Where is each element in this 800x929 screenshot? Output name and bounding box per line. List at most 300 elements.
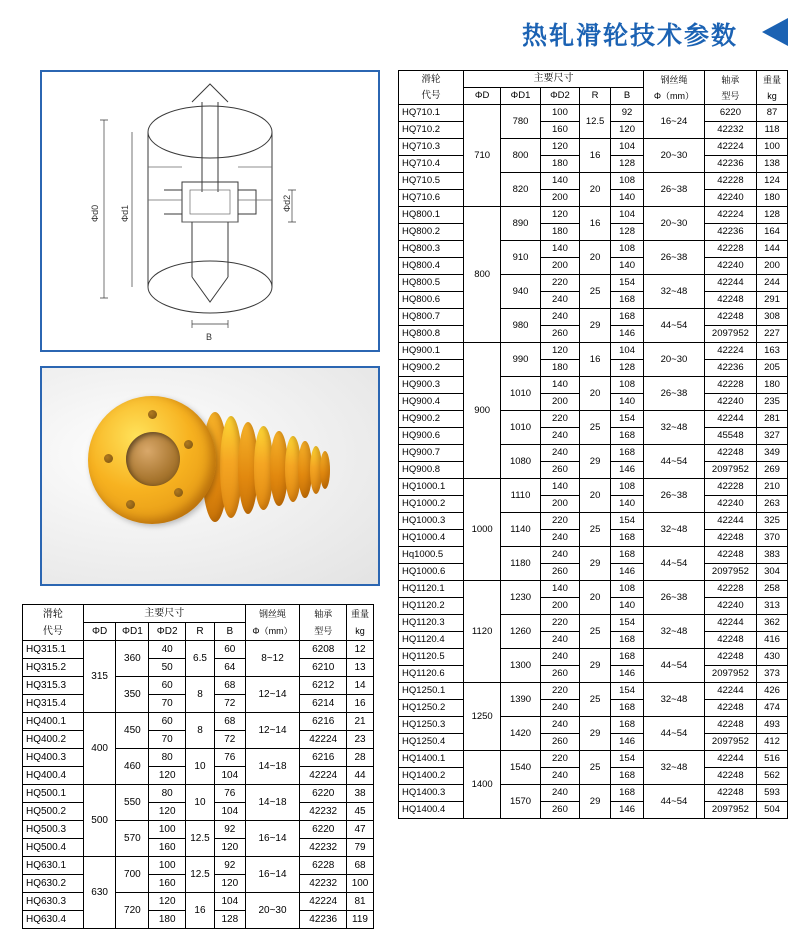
cell-bearing-model: 42236 — [704, 156, 756, 173]
cell-b: 168 — [611, 547, 644, 564]
cell-weight: 325 — [757, 513, 788, 530]
cell-code: Hq1000.5 — [399, 547, 464, 564]
cell-d2: 140 — [540, 377, 579, 394]
table-row — [399, 139, 788, 156]
cell-code: HQ800.5 — [399, 275, 464, 292]
cell-d2: 240 — [540, 632, 579, 649]
cell-code: HQ400.2 — [23, 731, 84, 749]
cell-bearing-model: 6210 — [300, 659, 347, 677]
cell-code: HQ800.1 — [399, 207, 464, 224]
cell-d2: 260 — [540, 802, 579, 819]
cell-b: 76 — [214, 749, 245, 767]
cell-bearing-model: 42248 — [704, 717, 756, 734]
cell-b: 168 — [611, 768, 644, 785]
cell-d2: 240 — [540, 785, 579, 802]
cell-b: 168 — [611, 309, 644, 326]
cell-code: HQ1000.3 — [399, 513, 464, 530]
spec-table-small-sizes — [22, 604, 374, 929]
cell-outer-diameter: 800 — [464, 207, 501, 343]
cell-bearing-model: 42248 — [704, 700, 756, 717]
cell-bearing-model: 42240 — [704, 598, 756, 615]
cell-code: HQ1000.2 — [399, 496, 464, 513]
cell-outer-diameter: 1000 — [464, 479, 501, 581]
col-header-D2: ΦD2 — [149, 623, 186, 641]
cell-rope-diameter: 20~30 — [644, 139, 705, 173]
cell-b: 168 — [611, 649, 644, 666]
cell-d2: 140 — [540, 173, 579, 190]
cell-r: 20 — [580, 241, 611, 275]
left-column — [0, 62, 392, 925]
cell-rope-diameter: 44~54 — [644, 445, 705, 479]
cell-rope-diameter: 16~24 — [644, 105, 705, 139]
table-row — [23, 749, 374, 767]
cell-rope-diameter: 32~48 — [644, 683, 705, 717]
cell-r: 12.5 — [186, 821, 215, 857]
cell-weight: 118 — [757, 122, 788, 139]
cell-code: HQ1400.4 — [399, 802, 464, 819]
cell-b: 120 — [214, 839, 245, 857]
cell-weight: 200 — [757, 258, 788, 275]
cell-rope-diameter: 20~30 — [644, 207, 705, 241]
cell-bearing-model: 42248 — [704, 547, 756, 564]
cell-d1: 820 — [501, 173, 540, 207]
cell-code: HQ1400.1 — [399, 751, 464, 768]
table-row — [399, 683, 788, 700]
cell-d1: 1420 — [501, 717, 540, 751]
cell-weight: 14 — [347, 677, 374, 695]
cell-d2: 220 — [540, 615, 579, 632]
table-row — [399, 717, 788, 734]
cell-bearing-model: 42224 — [300, 767, 347, 785]
left-triangle-icon — [762, 18, 788, 46]
cell-rope-diameter: 8~12 — [245, 641, 300, 677]
col-header-rope: 钢丝绳 Φ（mm） — [245, 605, 300, 641]
cell-b: 140 — [611, 394, 644, 411]
cell-code: HQ630.2 — [23, 875, 84, 893]
cell-b: 154 — [611, 513, 644, 530]
cell-code: HQ800.6 — [399, 292, 464, 309]
col-header-D1: ΦD1 — [116, 623, 149, 641]
cell-bearing-model: 6216 — [300, 713, 347, 731]
cell-b: 120 — [611, 122, 644, 139]
cell-bearing-model: 42248 — [704, 649, 756, 666]
cell-b: 128 — [611, 224, 644, 241]
cell-code: HQ1250.3 — [399, 717, 464, 734]
cell-code: HQ800.2 — [399, 224, 464, 241]
cell-weight: 308 — [757, 309, 788, 326]
cell-b: 140 — [611, 190, 644, 207]
cell-d2: 100 — [149, 821, 186, 839]
cell-bearing-model: 42232 — [300, 803, 347, 821]
cell-r: 29 — [580, 445, 611, 479]
cell-weight: 263 — [757, 496, 788, 513]
cell-d2: 80 — [149, 785, 186, 803]
cell-d2: 220 — [540, 275, 579, 292]
dim-label-d1: Φd1 — [120, 204, 130, 222]
cell-rope-diameter: 32~48 — [644, 411, 705, 445]
cell-bearing-model: 42228 — [704, 241, 756, 258]
table-row — [399, 275, 788, 292]
cell-bearing-model: 42248 — [704, 309, 756, 326]
cell-d2: 240 — [540, 768, 579, 785]
table-row — [23, 893, 374, 911]
dim-label-d2: Φd2 — [282, 194, 292, 212]
cell-code: HQ500.3 — [23, 821, 84, 839]
cell-d2: 240 — [540, 717, 579, 734]
col-header-code: 滑轮 代号 — [399, 71, 464, 105]
cell-bearing-model: 42240 — [704, 394, 756, 411]
cell-d1: 1110 — [501, 479, 540, 513]
cell-d1: 570 — [116, 821, 149, 857]
pulley-section-drawing — [42, 72, 378, 350]
cell-r: 25 — [580, 411, 611, 445]
cell-d2: 60 — [149, 677, 186, 695]
cell-b: 154 — [611, 751, 644, 768]
cell-weight: 68 — [347, 857, 374, 875]
cell-d1: 1570 — [501, 785, 540, 819]
cell-d2: 140 — [540, 479, 579, 496]
cell-r: 29 — [580, 785, 611, 819]
table-head — [23, 605, 374, 641]
cell-code: HQ1120.3 — [399, 615, 464, 632]
col-header-D1: ΦD1 — [501, 88, 540, 105]
table-row — [23, 713, 374, 731]
col-header-D: ΦD — [464, 88, 501, 105]
cell-weight: 47 — [347, 821, 374, 839]
col-header-B: B — [611, 88, 644, 105]
cell-d2: 160 — [149, 839, 186, 857]
cell-weight: 474 — [757, 700, 788, 717]
cell-code: HQ800.3 — [399, 241, 464, 258]
cell-d1: 1010 — [501, 411, 540, 445]
cell-b: 168 — [611, 530, 644, 547]
cell-d1: 1300 — [501, 649, 540, 683]
cell-r: 25 — [580, 751, 611, 785]
cell-weight: 258 — [757, 581, 788, 598]
cell-code: HQ1400.3 — [399, 785, 464, 802]
cell-b: 168 — [611, 632, 644, 649]
cell-weight: 493 — [757, 717, 788, 734]
cell-code: HQ1120.4 — [399, 632, 464, 649]
cell-r: 20 — [580, 581, 611, 615]
col-header-rope: 钢丝绳 Φ（mm） — [644, 71, 705, 105]
cell-weight: 426 — [757, 683, 788, 700]
cell-b: 146 — [611, 462, 644, 479]
cell-b: 146 — [611, 734, 644, 751]
cell-r: 16 — [186, 893, 215, 929]
col-header-bearing: 轴承 型号 — [704, 71, 756, 105]
cell-bearing-model: 2097952 — [704, 666, 756, 683]
cell-b: 128 — [611, 156, 644, 173]
cell-b: 168 — [611, 292, 644, 309]
pulley-stack-image — [42, 368, 378, 584]
cell-d2: 50 — [149, 659, 186, 677]
col-header-weight: 重量 kg — [757, 71, 788, 105]
table-body — [23, 641, 374, 929]
cell-rope-diameter: 20~30 — [245, 893, 300, 929]
cell-weight: 327 — [757, 428, 788, 445]
cell-d2: 140 — [540, 581, 579, 598]
spec-table-large-sizes — [398, 70, 788, 819]
cell-r: 25 — [580, 683, 611, 717]
cell-weight: 124 — [757, 173, 788, 190]
cell-r: 16 — [580, 343, 611, 377]
cell-outer-diameter: 710 — [464, 105, 501, 207]
cell-d1: 450 — [116, 713, 149, 749]
cell-code: HQ710.2 — [399, 122, 464, 139]
cell-b: 146 — [611, 802, 644, 819]
col-header-code: 滑轮 代号 — [23, 605, 84, 641]
cell-b: 154 — [611, 411, 644, 428]
cell-bearing-model: 42248 — [704, 632, 756, 649]
cell-d2: 100 — [149, 857, 186, 875]
col-header-D: ΦD — [83, 623, 116, 641]
cell-outer-diameter: 1400 — [464, 751, 501, 819]
cell-d2: 160 — [149, 875, 186, 893]
table-row — [399, 309, 788, 326]
cell-d1: 940 — [501, 275, 540, 309]
cell-code: HQ500.4 — [23, 839, 84, 857]
cell-outer-diameter: 900 — [464, 343, 501, 479]
cell-outer-diameter: 630 — [83, 857, 116, 929]
cell-weight: 227 — [757, 326, 788, 343]
cell-d1: 1540 — [501, 751, 540, 785]
cell-d2: 240 — [540, 445, 579, 462]
cell-bearing-model: 42240 — [704, 190, 756, 207]
cell-rope-diameter: 44~54 — [644, 785, 705, 819]
cell-bearing-model: 42228 — [704, 173, 756, 190]
cell-bearing-model: 42244 — [704, 683, 756, 700]
cell-weight: 430 — [757, 649, 788, 666]
cell-b: 76 — [214, 785, 245, 803]
cell-b: 108 — [611, 479, 644, 496]
cell-rope-diameter: 32~48 — [644, 615, 705, 649]
cell-r: 8 — [186, 677, 215, 713]
cell-rope-diameter: 26~38 — [644, 173, 705, 207]
cell-weight: 119 — [347, 911, 374, 929]
cell-weight: 416 — [757, 632, 788, 649]
cell-d1: 780 — [501, 105, 540, 139]
cell-bearing-model: 42236 — [300, 911, 347, 929]
cell-r: 20 — [580, 173, 611, 207]
cell-bearing-model: 6212 — [300, 677, 347, 695]
cell-r: 10 — [186, 785, 215, 821]
cell-rope-diameter: 44~54 — [644, 649, 705, 683]
table-row — [23, 641, 374, 659]
cell-bearing-model: 42228 — [704, 479, 756, 496]
cell-weight: 180 — [757, 190, 788, 207]
table-row — [399, 207, 788, 224]
col-header-R: R — [186, 623, 215, 641]
cell-bearing-model: 6220 — [704, 105, 756, 122]
cell-weight: 12 — [347, 641, 374, 659]
cell-bearing-model: 42236 — [704, 360, 756, 377]
table-row — [399, 445, 788, 462]
cell-d2: 200 — [540, 394, 579, 411]
cell-b: 92 — [611, 105, 644, 122]
table-row — [399, 615, 788, 632]
cell-b: 146 — [611, 326, 644, 343]
cell-code: HQ710.1 — [399, 105, 464, 122]
cell-b: 92 — [214, 857, 245, 875]
table-row — [23, 677, 374, 695]
page-header — [0, 0, 800, 62]
cell-r: 29 — [580, 717, 611, 751]
cell-r: 29 — [580, 649, 611, 683]
cell-code: HQ1000.4 — [399, 530, 464, 547]
cell-d2: 160 — [540, 122, 579, 139]
cell-b: 146 — [611, 666, 644, 683]
cell-bearing-model: 42248 — [704, 768, 756, 785]
cell-weight: 370 — [757, 530, 788, 547]
table-row — [399, 343, 788, 360]
cell-b: 108 — [611, 241, 644, 258]
cell-rope-diameter: 12~14 — [245, 713, 300, 749]
cell-rope-diameter: 26~38 — [644, 241, 705, 275]
cell-rope-diameter: 26~38 — [644, 581, 705, 615]
cell-weight: 164 — [757, 224, 788, 241]
cell-b: 168 — [611, 445, 644, 462]
cell-b: 60 — [214, 641, 245, 659]
cell-d2: 80 — [149, 749, 186, 767]
cell-code: HQ500.2 — [23, 803, 84, 821]
cell-b: 108 — [611, 173, 644, 190]
cell-weight: 28 — [347, 749, 374, 767]
cell-r: 16 — [580, 139, 611, 173]
cell-rope-diameter: 16~14 — [245, 821, 300, 857]
cell-outer-diameter: 400 — [83, 713, 116, 785]
cell-weight: 21 — [347, 713, 374, 731]
cell-d1: 460 — [116, 749, 149, 785]
cell-code: HQ1120.6 — [399, 666, 464, 683]
cell-b: 104 — [611, 207, 644, 224]
cell-bearing-model: 42244 — [704, 411, 756, 428]
table-row — [23, 785, 374, 803]
cell-rope-diameter: 44~54 — [644, 547, 705, 581]
technical-drawing-panel — [40, 70, 380, 352]
cell-b: 168 — [611, 717, 644, 734]
cell-weight: 304 — [757, 564, 788, 581]
cell-bearing-model: 42224 — [704, 207, 756, 224]
cell-b: 128 — [611, 360, 644, 377]
cell-weight: 79 — [347, 839, 374, 857]
cell-code: HQ900.6 — [399, 428, 464, 445]
cell-code: HQ1000.1 — [399, 479, 464, 496]
cell-code: HQ1120.1 — [399, 581, 464, 598]
cell-b: 72 — [214, 731, 245, 749]
cell-bearing-model: 45548 — [704, 428, 756, 445]
cell-code: HQ1250.1 — [399, 683, 464, 700]
cell-d2: 40 — [149, 641, 186, 659]
cell-d1: 910 — [501, 241, 540, 275]
cell-d1: 550 — [116, 785, 149, 821]
cell-b: 154 — [611, 683, 644, 700]
cell-d2: 260 — [540, 462, 579, 479]
cell-d1: 980 — [501, 309, 540, 343]
cell-code: HQ400.3 — [23, 749, 84, 767]
cell-r: 20 — [580, 377, 611, 411]
cell-d2: 180 — [540, 224, 579, 241]
table-row — [399, 751, 788, 768]
cell-b: 168 — [611, 785, 644, 802]
col-header-D2: ΦD2 — [540, 88, 579, 105]
cell-weight: 87 — [757, 105, 788, 122]
cell-weight: 205 — [757, 360, 788, 377]
cell-b: 154 — [611, 615, 644, 632]
cell-d1: 1140 — [501, 513, 540, 547]
cell-bearing-model: 6214 — [300, 695, 347, 713]
table-row — [399, 547, 788, 564]
cell-d2: 180 — [540, 156, 579, 173]
cell-weight: 349 — [757, 445, 788, 462]
cell-b: 104 — [214, 803, 245, 821]
cell-bearing-model: 42244 — [704, 275, 756, 292]
cell-r: 20 — [580, 479, 611, 513]
cell-bearing-model: 42228 — [704, 377, 756, 394]
cell-code: HQ800.7 — [399, 309, 464, 326]
cell-d2: 200 — [540, 258, 579, 275]
table-row — [23, 821, 374, 839]
cell-code: HQ500.1 — [23, 785, 84, 803]
cell-b: 140 — [611, 598, 644, 615]
cell-code: HQ1400.2 — [399, 768, 464, 785]
table-row — [399, 649, 788, 666]
cell-b: 104 — [214, 767, 245, 785]
cell-weight: 373 — [757, 666, 788, 683]
cell-r: 12.5 — [580, 105, 611, 139]
cell-d1: 350 — [116, 677, 149, 713]
cell-weight: 313 — [757, 598, 788, 615]
cell-rope-diameter: 12~14 — [245, 677, 300, 713]
cell-code: HQ315.2 — [23, 659, 84, 677]
cell-weight: 269 — [757, 462, 788, 479]
table-row — [399, 411, 788, 428]
cell-bearing-model: 42244 — [704, 751, 756, 768]
cell-bearing-model: 42240 — [704, 496, 756, 513]
cell-d2: 200 — [540, 496, 579, 513]
table-row — [399, 581, 788, 598]
table-body — [399, 105, 788, 819]
cell-d2: 120 — [149, 803, 186, 821]
col-header-R: R — [580, 88, 611, 105]
cell-d2: 240 — [540, 547, 579, 564]
cell-r: 10 — [186, 749, 215, 785]
cell-code: HQ315.1 — [23, 641, 84, 659]
cell-r: 25 — [580, 615, 611, 649]
table-head — [399, 71, 788, 105]
cell-b: 108 — [611, 377, 644, 394]
cell-d2: 70 — [149, 731, 186, 749]
cell-d2: 260 — [540, 326, 579, 343]
cell-weight: 291 — [757, 292, 788, 309]
cell-d1: 990 — [501, 343, 540, 377]
cell-rope-diameter: 32~48 — [644, 751, 705, 785]
cell-code: HQ630.1 — [23, 857, 84, 875]
cell-bearing-model: 2097952 — [704, 734, 756, 751]
cell-rope-diameter: 26~38 — [644, 479, 705, 513]
cell-r: 12.5 — [186, 857, 215, 893]
cell-weight: 504 — [757, 802, 788, 819]
cell-code: HQ800.4 — [399, 258, 464, 275]
cell-weight: 593 — [757, 785, 788, 802]
cell-d2: 220 — [540, 683, 579, 700]
cell-b: 140 — [611, 258, 644, 275]
cell-outer-diameter: 1250 — [464, 683, 501, 751]
cell-d2: 180 — [149, 911, 186, 929]
cell-r: 25 — [580, 513, 611, 547]
cell-rope-diameter: 32~48 — [644, 513, 705, 547]
cell-code: HQ710.5 — [399, 173, 464, 190]
